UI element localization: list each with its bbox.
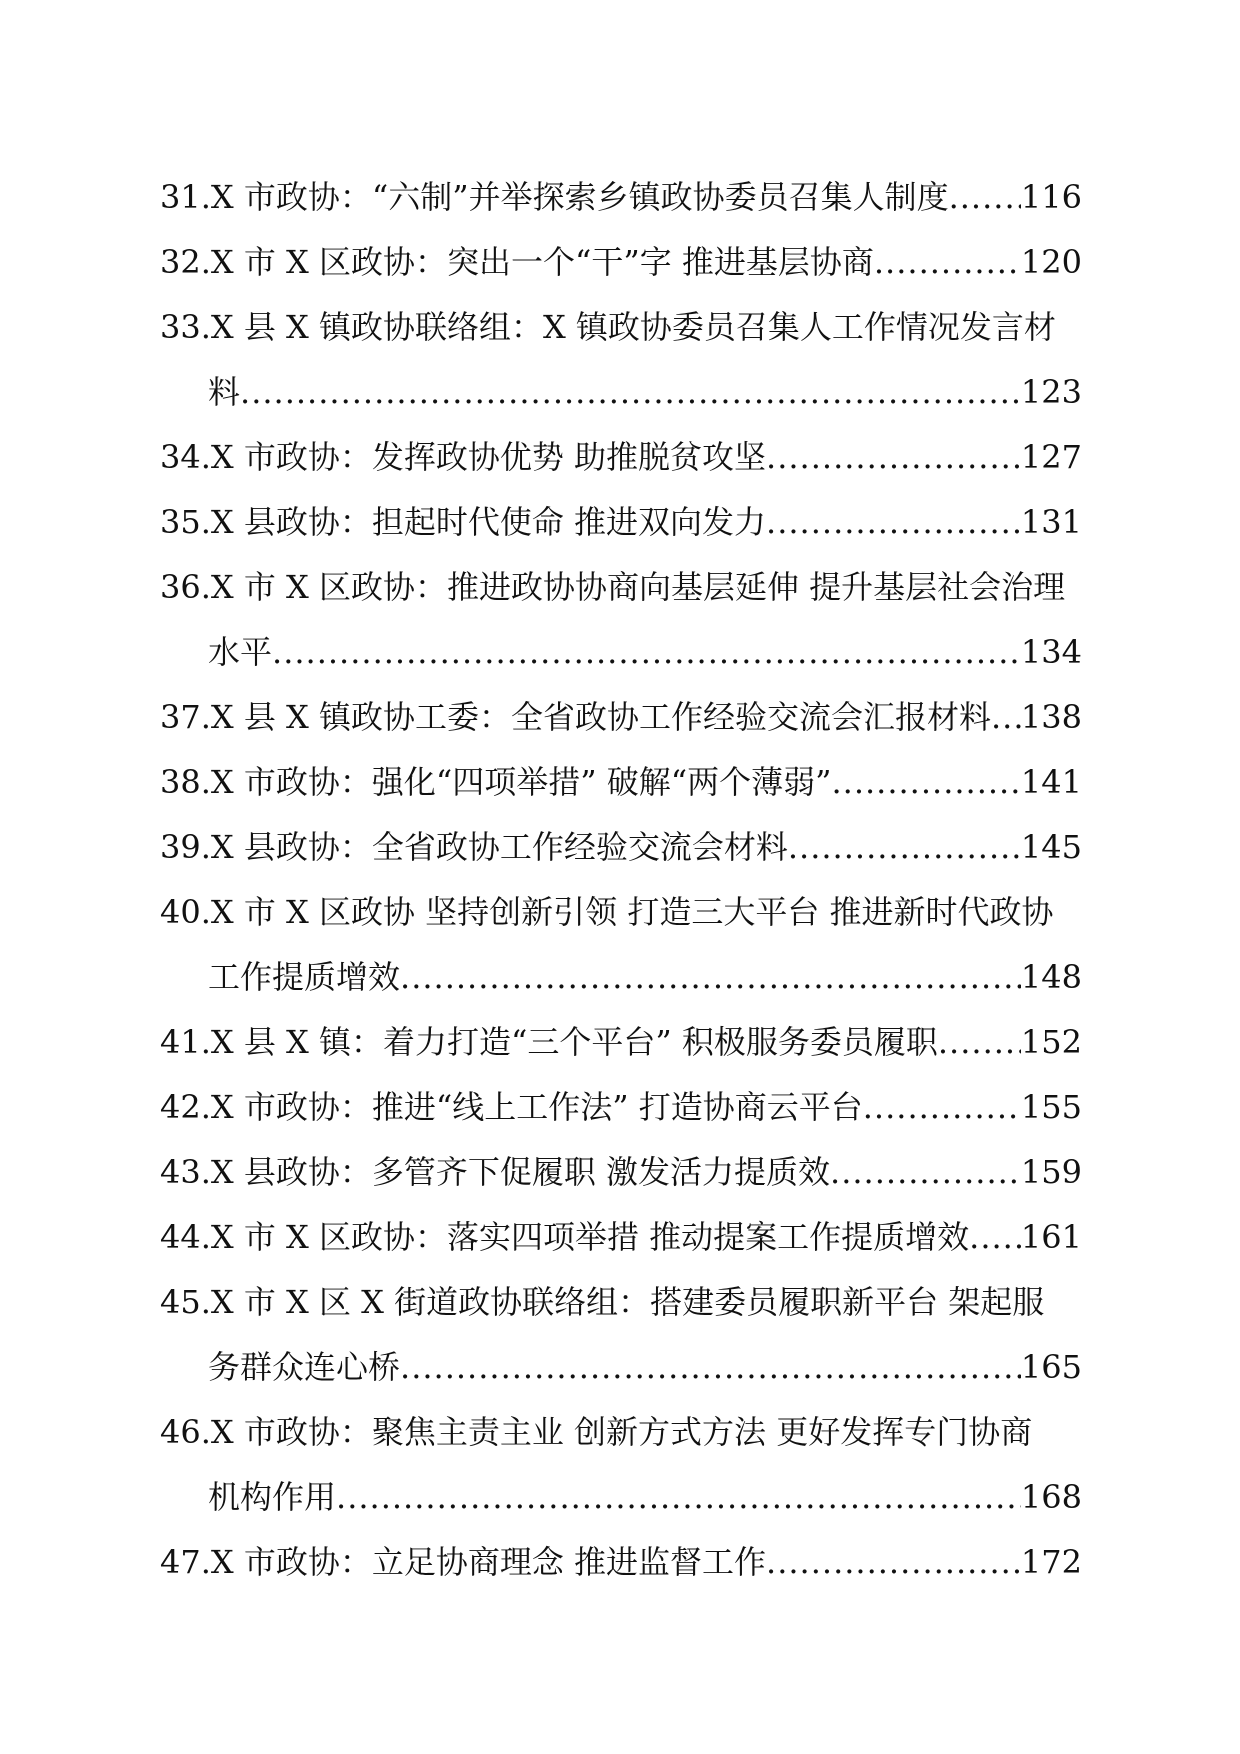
toc-page-number: 168 bbox=[1020, 1478, 1082, 1516]
toc-page-number: 131 bbox=[1020, 503, 1082, 541]
toc-entry-40[interactable] bbox=[160, 880, 1090, 1010]
table-of-contents bbox=[160, 165, 1090, 1595]
toc-line bbox=[160, 230, 1082, 295]
toc-page-number: 145 bbox=[1020, 828, 1082, 866]
dot-leader bbox=[991, 685, 1021, 750]
toc-line bbox=[160, 1530, 1082, 1595]
toc-entry-title-continued: 务群众连心桥 bbox=[208, 1348, 401, 1386]
toc-entry-32[interactable] bbox=[160, 230, 1090, 295]
toc-entry-title: 33.X 县 X 镇政协联络组：X 镇政协委员召集人工作情况发言材 bbox=[160, 308, 1056, 346]
toc-entry-46[interactable] bbox=[160, 1400, 1090, 1530]
toc-entry-35[interactable] bbox=[160, 490, 1090, 555]
toc-page-number: 148 bbox=[1020, 958, 1082, 996]
toc-page-number: 120 bbox=[1020, 243, 1082, 281]
toc-entry-title: 47.X 市政协：立足协商理念 推进监督工作 bbox=[160, 1543, 767, 1581]
toc-line bbox=[160, 685, 1082, 750]
toc-line bbox=[160, 1075, 1082, 1140]
toc-entry-title: 31.X 市政协：“六制”并举探索乡镇政协委员召集人制度 bbox=[160, 178, 949, 216]
toc-page-number: 134 bbox=[1020, 633, 1082, 671]
toc-entry-title: 35.X 县政协：担起时代使命 推进双向发力 bbox=[160, 503, 767, 541]
toc-page-number: 123 bbox=[1020, 373, 1082, 411]
toc-entry-38[interactable] bbox=[160, 750, 1090, 815]
toc-entry-title: 40.X 市 X 区政协 坚持创新引领 打造三大平台 推进新时代政协 bbox=[160, 893, 1054, 931]
toc-entry-33[interactable] bbox=[160, 295, 1090, 425]
toc-page-number: 141 bbox=[1020, 763, 1082, 801]
toc-line bbox=[160, 165, 1082, 230]
toc-entry-title: 39.X 县政协：全省政协工作经验交流会材料 bbox=[160, 828, 788, 866]
toc-line-continued bbox=[160, 1465, 1082, 1530]
toc-line bbox=[160, 1140, 1082, 1205]
toc-entry-title: 44.X 市 X 区政协：落实四项举措 推动提案工作提质增效 bbox=[160, 1218, 970, 1256]
toc-entry-title-continued: 工作提质增效 bbox=[208, 958, 401, 996]
toc-entry-title-continued: 水平 bbox=[208, 633, 273, 671]
toc-entry-title: 42.X 市政协：推进“线上工作法” 打造协商云平台 bbox=[160, 1088, 863, 1126]
toc-line bbox=[160, 555, 1090, 620]
toc-line bbox=[160, 1205, 1082, 1270]
toc-line bbox=[160, 815, 1082, 880]
toc-line bbox=[160, 1400, 1090, 1465]
toc-page-number: 152 bbox=[1020, 1023, 1082, 1061]
toc-entry-42[interactable] bbox=[160, 1075, 1090, 1140]
toc-line bbox=[160, 490, 1082, 555]
dot-leader bbox=[766, 425, 1021, 490]
toc-entry-title: 46.X 市政协：聚焦主责主业 创新方式方法 更好发挥专门协商 bbox=[160, 1413, 1033, 1451]
dot-leader bbox=[272, 620, 1021, 685]
toc-page-number: 127 bbox=[1020, 438, 1082, 476]
toc-page-number: 138 bbox=[1020, 698, 1082, 736]
toc-line-continued bbox=[160, 1335, 1082, 1400]
toc-line bbox=[160, 425, 1082, 490]
toc-line bbox=[160, 880, 1090, 945]
toc-line bbox=[160, 1010, 1082, 1075]
toc-line-continued bbox=[160, 620, 1082, 685]
toc-entry-title: 37.X 县 X 镇政协工委：全省政协工作经验交流会汇报材料 bbox=[160, 698, 991, 736]
toc-line bbox=[160, 750, 1082, 815]
dot-leader bbox=[969, 1205, 1021, 1270]
toc-entry-39[interactable] bbox=[160, 815, 1090, 880]
toc-page-number: 161 bbox=[1020, 1218, 1082, 1256]
toc-entry-title: 38.X 市政协：强化“四项举措” 破解“两个薄弱” bbox=[160, 763, 832, 801]
toc-entry-36[interactable] bbox=[160, 555, 1090, 685]
dot-leader bbox=[400, 945, 1021, 1010]
toc-entry-title: 32.X 市 X 区政协：突出一个“干”字 推进基层协商 bbox=[160, 243, 874, 281]
toc-entry-44[interactable] bbox=[160, 1205, 1090, 1270]
toc-page-number: 172 bbox=[1020, 1543, 1082, 1581]
dot-leader bbox=[400, 1335, 1021, 1400]
toc-entry-31[interactable] bbox=[160, 165, 1090, 230]
dot-leader bbox=[874, 230, 1021, 295]
toc-line-continued bbox=[160, 945, 1082, 1010]
dot-leader bbox=[336, 1465, 1021, 1530]
toc-entry-45[interactable] bbox=[160, 1270, 1090, 1400]
toc-line bbox=[160, 1270, 1090, 1335]
toc-entry-41[interactable] bbox=[160, 1010, 1090, 1075]
toc-entry-title-continued: 机构作用 bbox=[208, 1478, 337, 1516]
toc-entry-title-continued: 料 bbox=[208, 373, 241, 411]
dot-leader bbox=[831, 750, 1020, 815]
toc-entry-37[interactable] bbox=[160, 685, 1090, 750]
dot-leader bbox=[766, 1530, 1021, 1595]
toc-entry-43[interactable] bbox=[160, 1140, 1090, 1205]
dot-leader bbox=[788, 815, 1021, 880]
toc-entry-title: 36.X 市 X 区政协：推进政协协商向基层延伸 提升基层社会治理 bbox=[160, 568, 1066, 606]
toc-entry-34[interactable] bbox=[160, 425, 1090, 490]
toc-line bbox=[160, 295, 1090, 360]
dot-leader bbox=[240, 360, 1021, 425]
toc-entry-title: 45.X 市 X 区 X 街道政协联络组：搭建委员履职新平台 架起服 bbox=[160, 1283, 1045, 1321]
toc-entry-47[interactable] bbox=[160, 1530, 1090, 1595]
dot-leader bbox=[830, 1140, 1021, 1205]
toc-page-number: 159 bbox=[1020, 1153, 1082, 1191]
toc-entry-title: 34.X 市政协：发挥政协优势 助推脱贫攻坚 bbox=[160, 438, 767, 476]
toc-entry-title: 41.X 县 X 镇：着力打造“三个平台” 积极服务委员履职 bbox=[160, 1023, 938, 1061]
toc-entry-title: 43.X 县政协：多管齐下促履职 激发活力提质效 bbox=[160, 1153, 831, 1191]
dot-leader bbox=[949, 165, 1021, 230]
toc-page-number: 165 bbox=[1020, 1348, 1082, 1386]
dot-leader bbox=[863, 1075, 1021, 1140]
toc-line-continued bbox=[160, 360, 1082, 425]
toc-page-number: 155 bbox=[1020, 1088, 1082, 1126]
dot-leader bbox=[766, 490, 1021, 555]
toc-page-number: 116 bbox=[1020, 178, 1082, 216]
dot-leader bbox=[938, 1010, 1021, 1075]
